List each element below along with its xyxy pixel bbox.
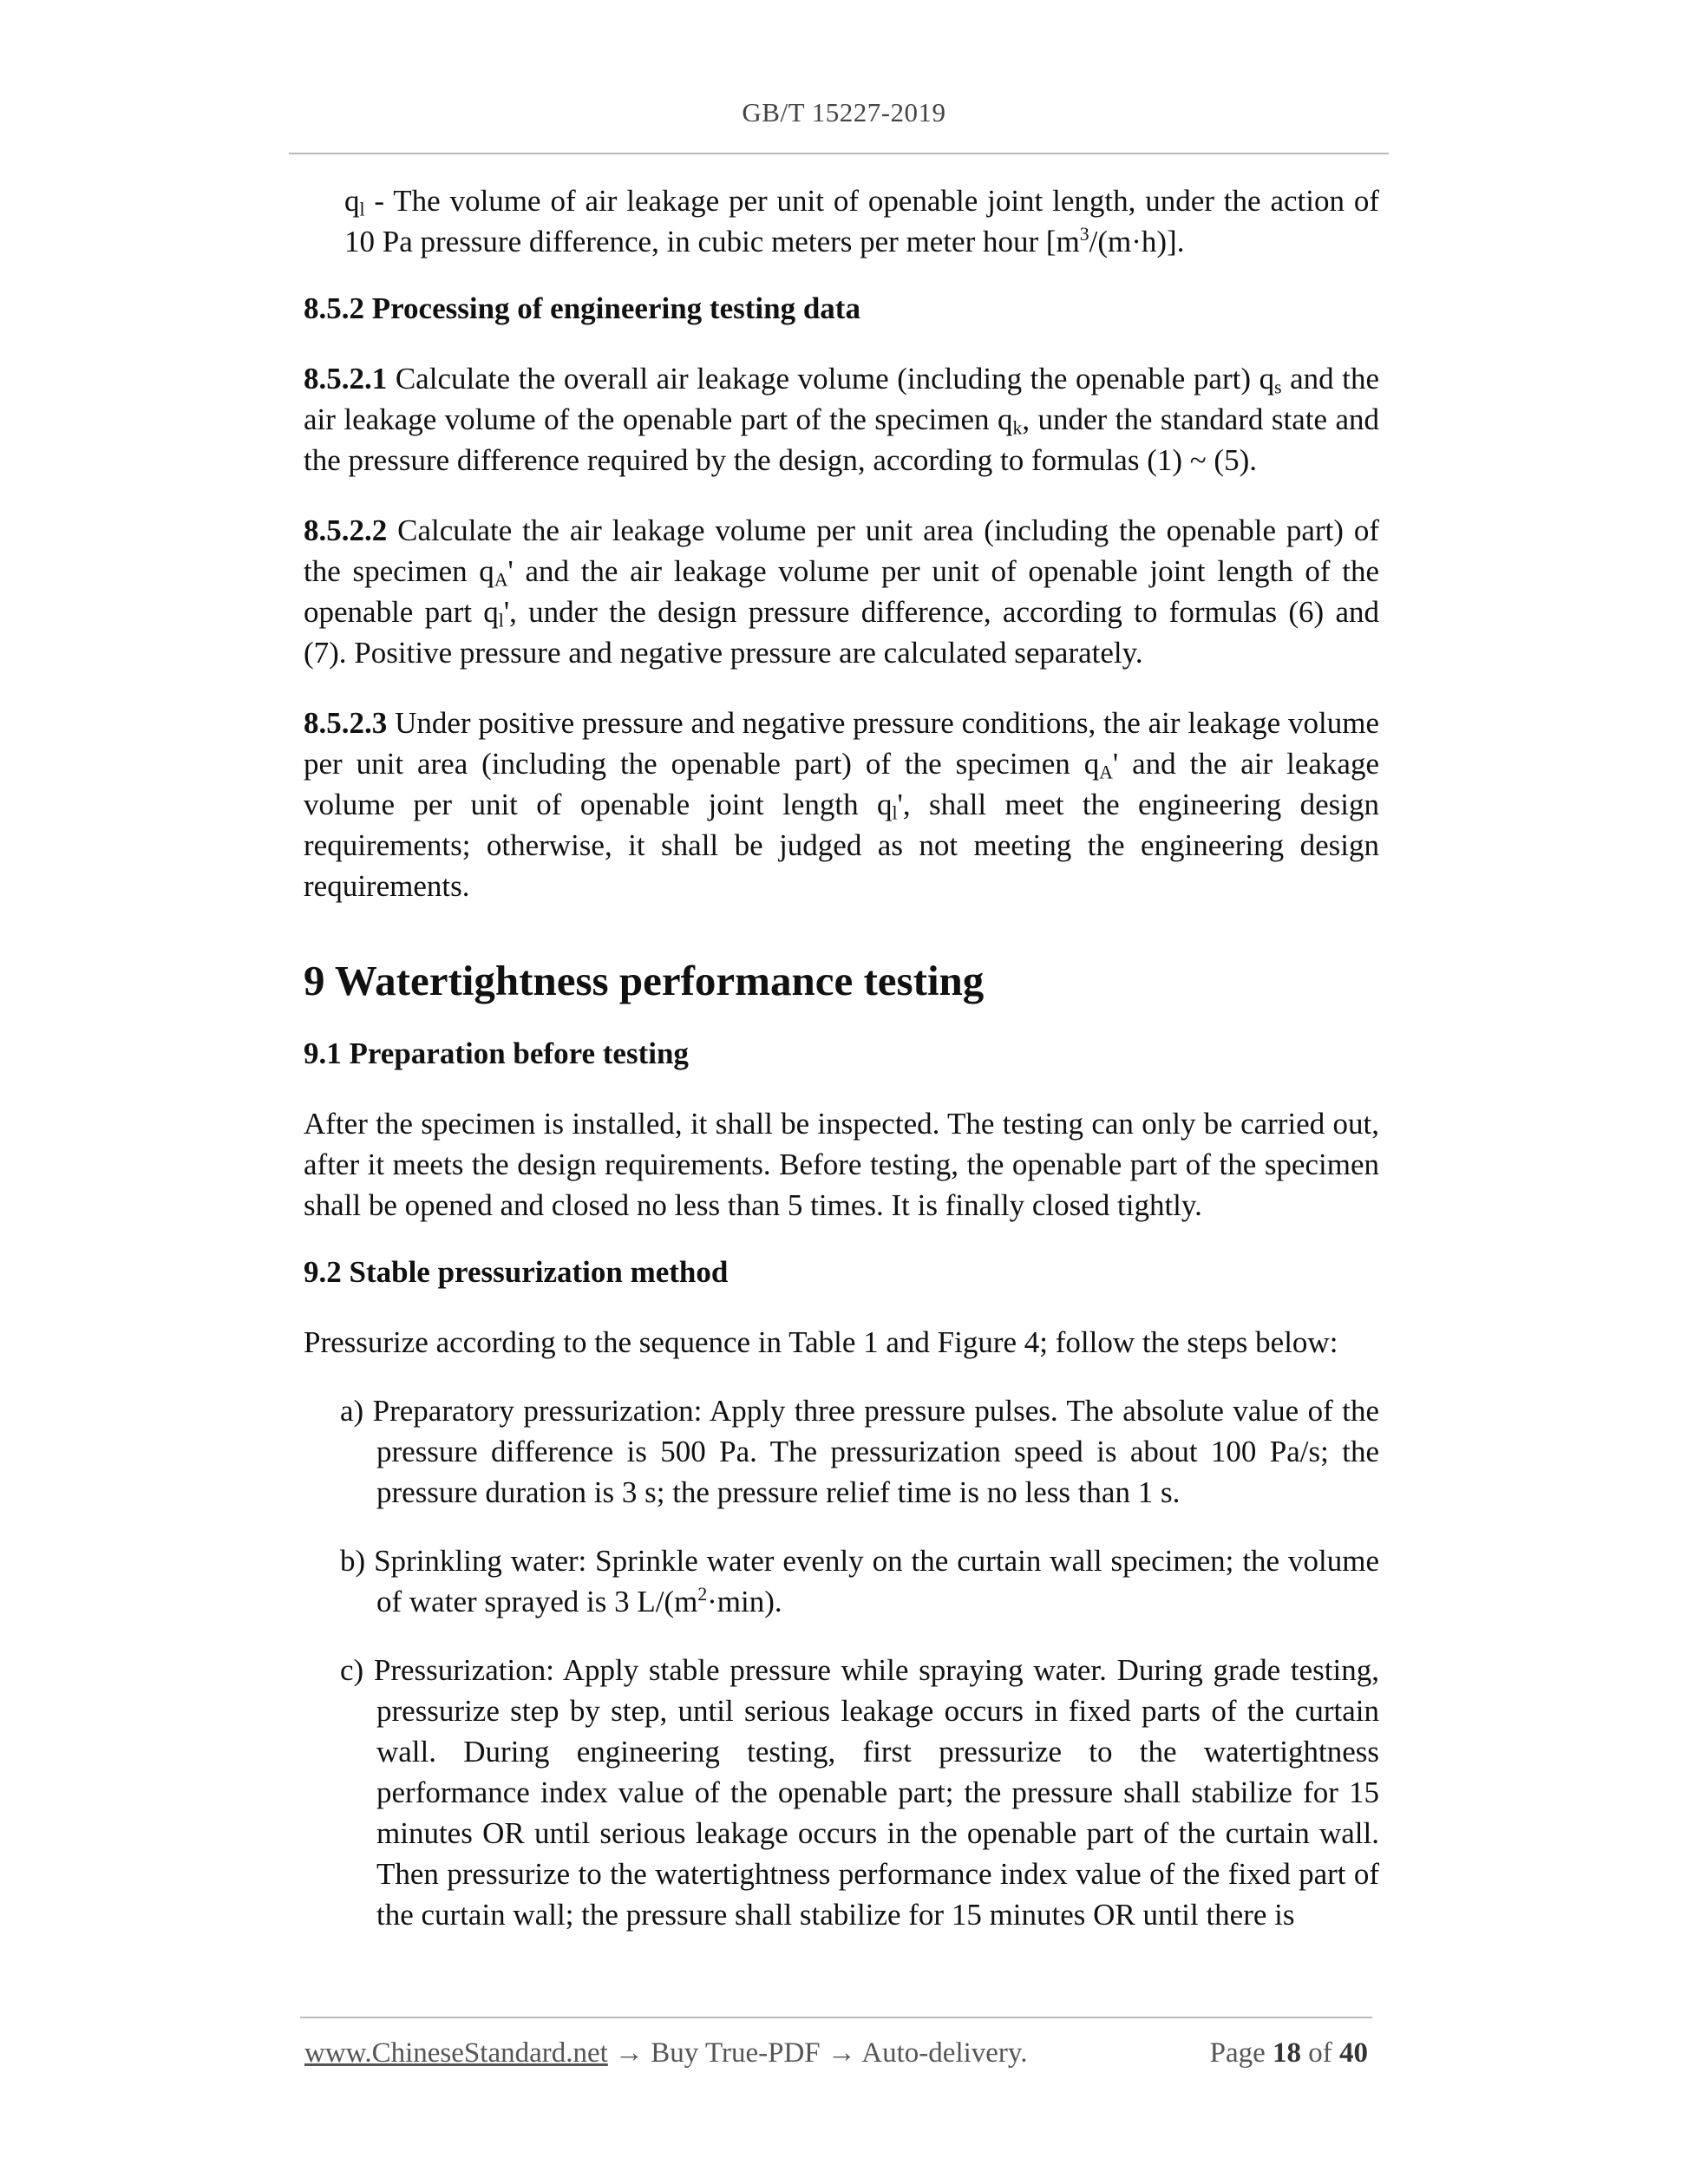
subscript: A xyxy=(494,569,508,591)
header-rule xyxy=(289,153,1389,154)
clause-text: Calculate the overall air leakage volume (including the openable part) q xyxy=(387,362,1275,396)
subscript: A xyxy=(1099,762,1113,783)
section-heading-8-5-2: 8.5.2 Processing of engineering testing data xyxy=(304,291,860,325)
clause-number: 8.5.2.3 xyxy=(304,706,388,740)
clause-text: ', shall meet the engineering design requirements; otherwise, it shall be judged as not meeting the engineering design requirements. xyxy=(304,788,1380,903)
list-item-a: a) Preparatory pressurization: Apply three pressure pulses. The absolute value of the pressure difference is 500 Pa. The pressurization speed is about 100 Pa/s; the pressure duration is 3 s; the pressure relief time is no less than 1 s. xyxy=(340,1394,1379,1509)
subscript: l xyxy=(498,610,504,631)
clause-number: 8.5.2.2 xyxy=(304,513,388,547)
clause-text: Under positive pressure and negative pressure conditions, the air leakage volume per unit area (including the openable part) of the specimen q xyxy=(304,706,1379,781)
footer-rule xyxy=(300,2017,1372,2018)
section-heading-9-1: 9.1 Preparation before testing xyxy=(304,1036,689,1070)
definition-text-end: /(m·h)]. xyxy=(1089,225,1185,258)
list-item-text-end: ·min). xyxy=(707,1585,782,1618)
subscript: k xyxy=(1012,417,1023,439)
paragraph-9-2: Pressurize according to the sequence in Table 1 and Figure 4; follow the steps below: xyxy=(304,1325,1338,1359)
definition-text: - The volume of air leakage per unit of openable joint length, under the action of 10 Pa pressure difference, in cubic meters per meter hour [m xyxy=(344,184,1379,258)
page-label: Page xyxy=(1209,2037,1266,2069)
footer-promo xyxy=(304,2037,1028,2070)
list-item-c: c) Pressurization: Apply stable pressure while spraying water. During grade testing, pressurize step by step, until serious leakage occurs in fixed parts of the curtain wall. During engineering testing, first pressurize to the watertightness performance index value of the openable part; the pressure shall stabilize for 15 minutes OR until serious leakage occurs in the openable part of the curtain wall. Then pressurize to the watertightness performance index value of the fixed part of the curtain wall; the pressure shall stabilize for 15 minutes OR until there is xyxy=(340,1653,1379,1932)
list-item-text: b) Sprinkling water: Sprinkle water evenly on the curtain wall specimen; the volume of water sprayed is 3 L/(m xyxy=(340,1544,1379,1618)
paragraph-8-5-2-1 xyxy=(304,358,1379,481)
subscript: l xyxy=(359,199,365,220)
clause-text: ' and the air leakage volume per unit of openable joint length of the openable part q xyxy=(304,554,1379,629)
paragraph-8-5-2-3 xyxy=(304,703,1379,906)
running-header: GB/T 15227-2019 xyxy=(742,97,946,128)
site-link[interactable]: www.ChineseStandard.net xyxy=(304,2037,608,2069)
section-heading-9-2: 9.2 Stable pressurization method xyxy=(304,1255,729,1289)
chapter-heading-9: 9 Watertightness performance testing xyxy=(304,957,985,1004)
of-label: of xyxy=(1308,2037,1332,2069)
clause-text: and the air leakage volume of the openable part of the specimen q xyxy=(304,362,1379,436)
subscript: s xyxy=(1274,376,1282,398)
page-number xyxy=(1210,2037,1368,2070)
arrow-icon: → xyxy=(615,2037,644,2069)
list-item-b xyxy=(304,1540,1379,1622)
buy-text: Buy True-PDF xyxy=(644,2037,828,2069)
total-pages: 40 xyxy=(1339,2037,1368,2069)
superscript: 2 xyxy=(697,1583,708,1605)
paragraph-8-5-2-2 xyxy=(304,510,1379,673)
clause-text: , under the standard state and the pressure difference required by the design, according to formulas (1) ~ (5). xyxy=(304,402,1379,477)
superscript: 3 xyxy=(1079,223,1089,245)
page-body xyxy=(304,180,1379,1935)
subscript: l xyxy=(892,802,898,824)
symbol-q: q xyxy=(344,184,360,218)
current-page: 18 xyxy=(1273,2037,1301,2069)
clause-text: ', under the design pressure difference, according to formulas (6) and (7). Positive pressure and negative pressure are calculated separately. xyxy=(304,595,1379,670)
clause-text: ' and the air leakage volume per unit of openable joint length q xyxy=(304,747,1379,821)
clause-number: 8.5.2.1 xyxy=(304,362,388,396)
arrow-icon: → xyxy=(827,2037,856,2069)
delivery-text: Auto-delivery. xyxy=(855,2037,1028,2069)
definition-ql xyxy=(304,180,1379,262)
clause-text: Calculate the air leakage volume per unit area (including the openable part) of the specimen q xyxy=(304,513,1379,588)
paragraph-9-1: After the specimen is installed, it shall be inspected. The testing can only be carried out, after it meets the design requirements. Before testing, the openable part of the specimen shall be opened and closed no less than 5 times. It is finally closed tightly. xyxy=(304,1107,1379,1222)
page-footer xyxy=(304,2037,1368,2070)
